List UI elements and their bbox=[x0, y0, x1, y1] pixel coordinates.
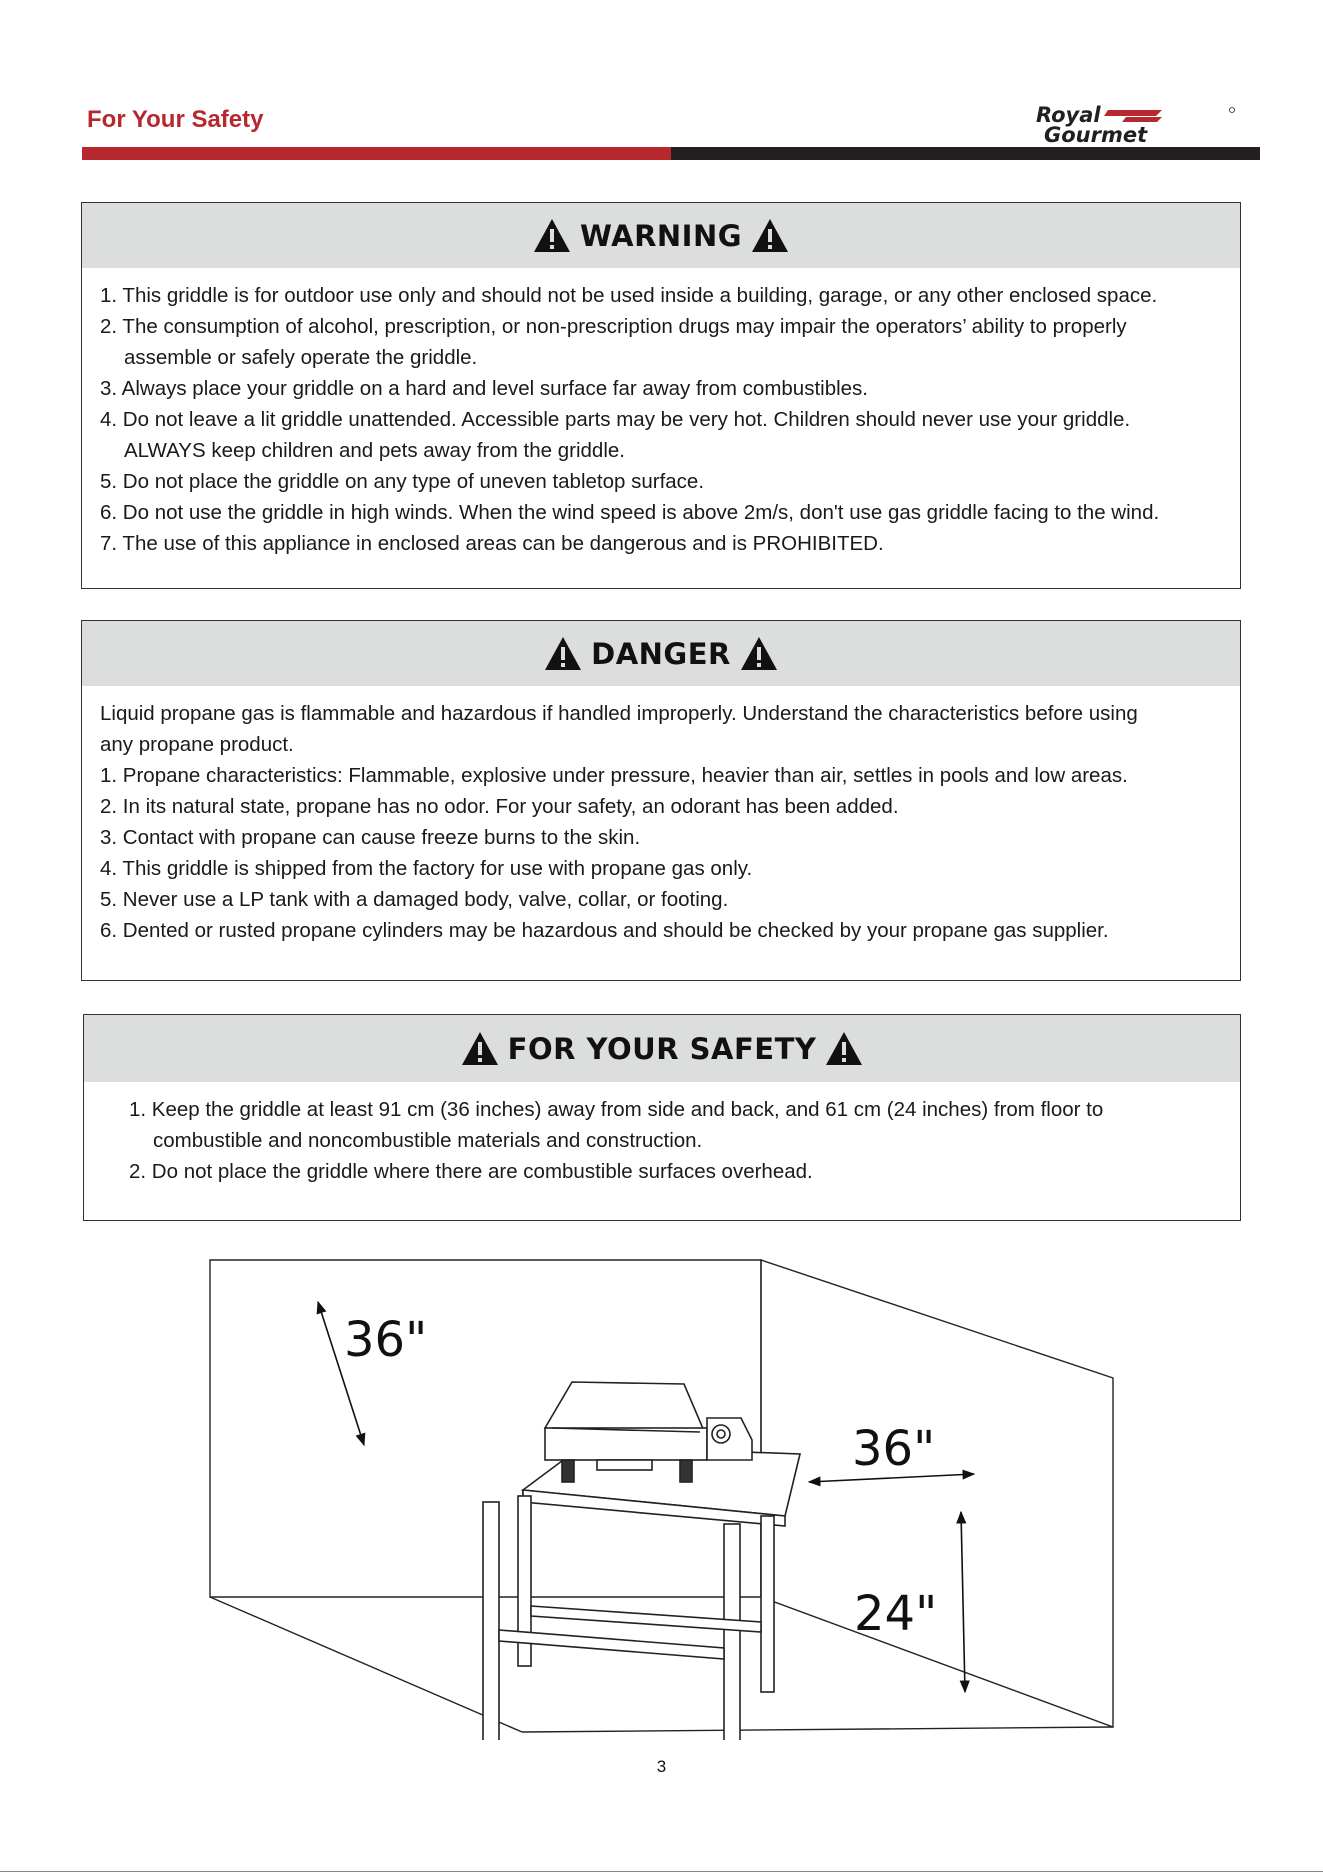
warning-title: WARNING bbox=[579, 218, 743, 253]
page-number: 3 bbox=[656, 1757, 667, 1776]
danger-item-4: 4. This griddle is shipped from the factory for use with propane gas only. bbox=[100, 857, 753, 880]
warning-triangle-icon bbox=[543, 635, 583, 672]
header-accent-bar bbox=[82, 147, 671, 160]
danger-item-5: 5. Never use a LP tank with a damaged body, valve, collar, or footing. bbox=[100, 888, 729, 911]
safety-title: FOR YOUR SAFETY bbox=[507, 1031, 817, 1066]
danger-intro-cont: any propane product. bbox=[100, 733, 294, 756]
danger-box bbox=[81, 620, 1241, 981]
floor-clearance-label: 24" bbox=[854, 1586, 938, 1642]
warning-item-6: 6. Do not use the griddle in high winds. When the wind speed is above 2m/s, don't use gas griddle facing to the wind. bbox=[100, 501, 1160, 524]
svg-text:Royal: Royal bbox=[1036, 103, 1101, 127]
warning-item-4: 4. Do not leave a lit griddle unattended. Accessible parts may be very hot. Children should never use your griddle. bbox=[100, 408, 1131, 431]
danger-item-6: 6. Dented or rusted propane cylinders may be hazardous and should be checked by your propane gas supplier. bbox=[100, 919, 1109, 942]
warning-box bbox=[81, 202, 1241, 589]
safety-item-1-cont: combustible and noncombustible materials and construction. bbox=[153, 1129, 703, 1152]
warning-triangle-icon bbox=[739, 635, 779, 672]
back-clearance-label: 36" bbox=[344, 1312, 428, 1368]
safety-header bbox=[84, 1015, 1240, 1082]
table-illustration bbox=[483, 1446, 800, 1740]
warning-item-3: 3. Always place your griddle on a hard and level surface far away from combustibles. bbox=[100, 377, 868, 400]
danger-header bbox=[82, 621, 1240, 686]
danger-item-1: 1. Propane characteristics: Flammable, explosive under pressure, heavier than air, settles in pools and low areas. bbox=[100, 764, 1128, 787]
warning-item-1: 1. This griddle is for outdoor use only and should not be used inside a building, garage, or any other enclosed space. bbox=[100, 284, 1158, 307]
danger-title: DANGER bbox=[591, 636, 731, 671]
safety-item-1: 1. Keep the griddle at least 91 cm (36 inches) away from side and back, and 61 cm (24 inches) from floor to bbox=[129, 1098, 1104, 1121]
warning-item-2-cont: assemble or safely operate the griddle. bbox=[124, 346, 478, 369]
warning-header bbox=[82, 203, 1240, 268]
danger-intro: Liquid propane gas is flammable and hazardous if handled improperly. Understand the characteristics before using bbox=[100, 702, 1138, 725]
safety-item-2: 2. Do not place the griddle where there are combustible surfaces overhead. bbox=[129, 1160, 813, 1183]
side-clearance-label: 36" bbox=[852, 1421, 936, 1477]
warning-item-7: 7. The use of this appliance in enclosed areas can be dangerous and is PROHIBITED. bbox=[100, 532, 884, 555]
brand-logo bbox=[1034, 102, 1240, 146]
warning-triangle-icon bbox=[824, 1030, 864, 1067]
warning-item-2: 2. The consumption of alcohol, prescription, or non-prescription drugs may impair the operators’ ability to properly bbox=[100, 315, 1127, 338]
safety-box bbox=[83, 1014, 1241, 1221]
warning-triangle-icon bbox=[460, 1030, 500, 1067]
page-header-title: For Your Safety bbox=[87, 106, 264, 133]
warning-triangle-icon bbox=[750, 217, 790, 254]
danger-item-3: 3. Contact with propane can cause freeze burns to the skin. bbox=[100, 826, 641, 849]
warning-triangle-icon bbox=[532, 217, 572, 254]
clearance-illustration bbox=[200, 1250, 1140, 1740]
warning-item-5: 5. Do not place the griddle on any type of uneven tabletop surface. bbox=[100, 470, 705, 493]
danger-item-2: 2. In its natural state, propane has no odor. For your safety, an odorant has been added. bbox=[100, 795, 899, 818]
warning-item-4-cont: ALWAYS keep children and pets away from the griddle. bbox=[124, 439, 625, 462]
header-dark-bar bbox=[671, 147, 1260, 160]
svg-text:Gourmet: Gourmet bbox=[1044, 123, 1148, 146]
